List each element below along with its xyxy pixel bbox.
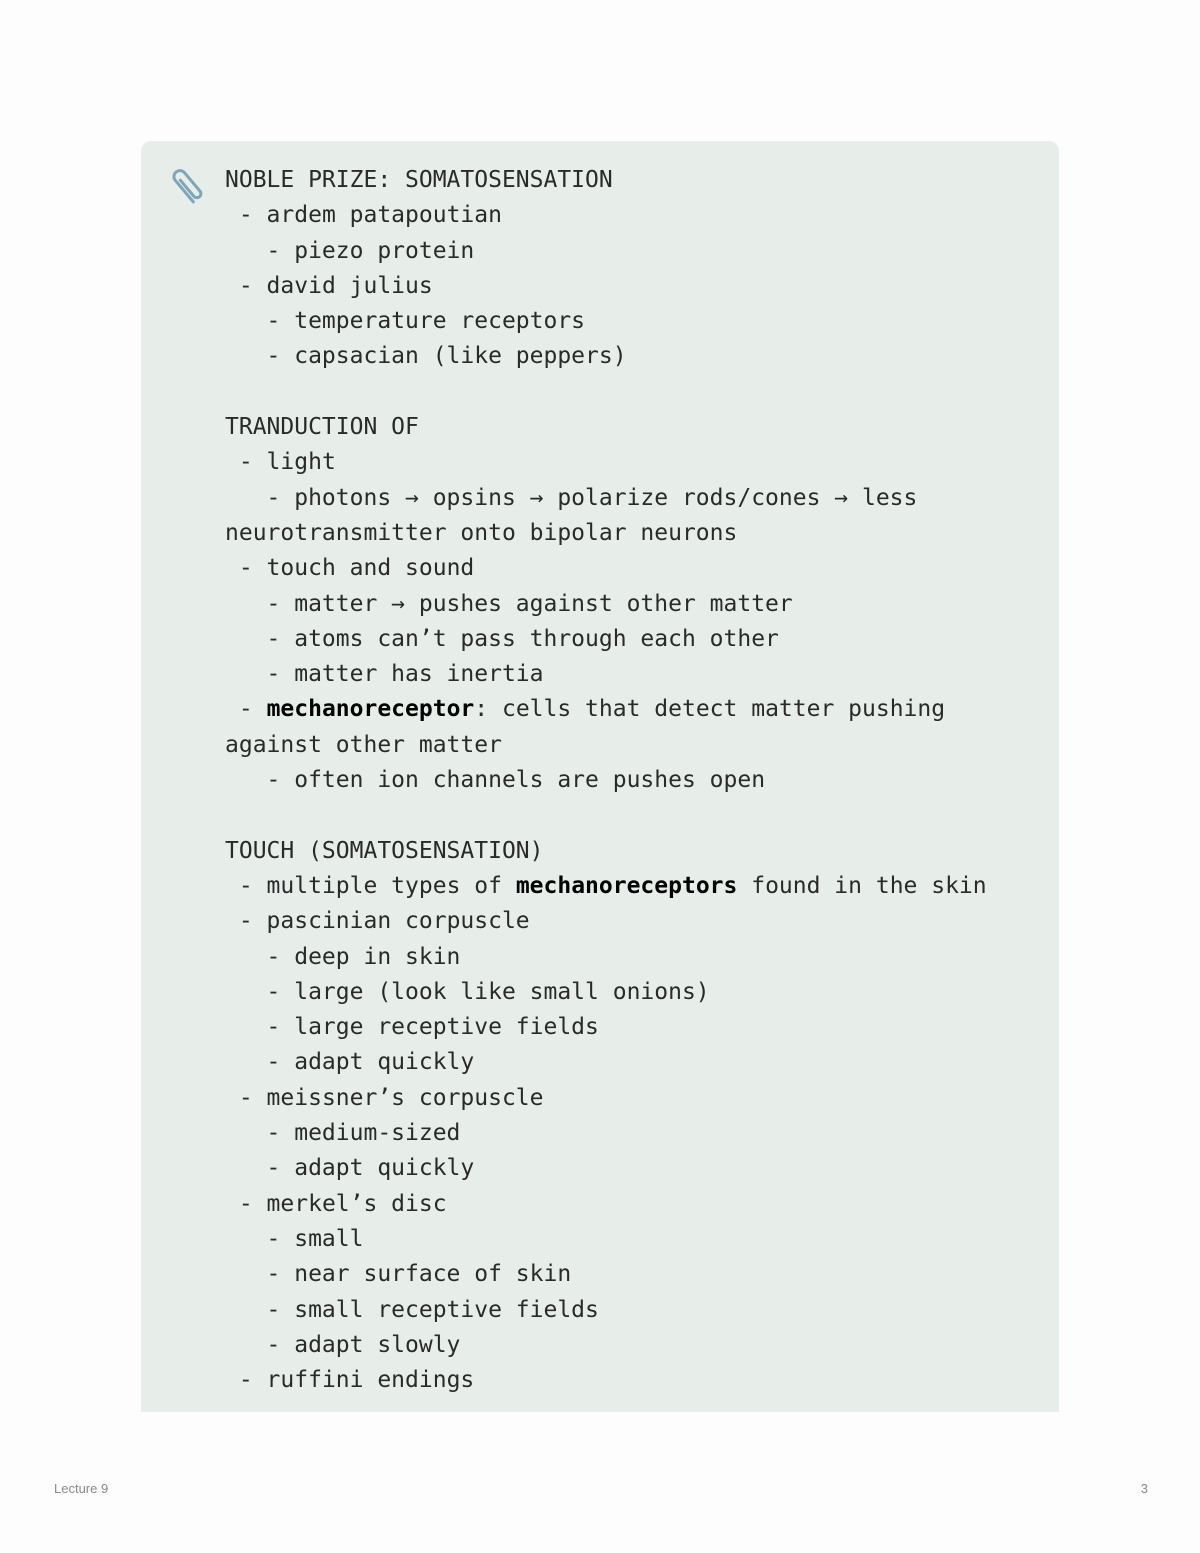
note-indent xyxy=(225,944,267,970)
note-indent xyxy=(225,238,267,264)
note-text: - temperature receptors xyxy=(266,308,586,335)
note-indent xyxy=(225,485,267,511)
note-text: found in the skin xyxy=(737,872,987,899)
note-line xyxy=(225,551,1045,586)
note-line xyxy=(225,375,1045,410)
note-text: - capsacian (like peppers) xyxy=(266,343,627,370)
note-text: - near surface of skin xyxy=(266,1261,572,1288)
callout-notes xyxy=(225,163,1045,1398)
note-text: NOBLE PRIZE: SOMATOSENSATION xyxy=(225,167,613,193)
note-line xyxy=(225,1151,1045,1186)
note-text: - photons → opsins → polarize rods/cones → less xyxy=(266,484,918,511)
note-text: - ruffini endings xyxy=(238,1367,475,1394)
note-text: - deep in skin xyxy=(266,943,461,970)
note-text: - large receptive fields xyxy=(266,1014,599,1041)
note-line xyxy=(225,1293,1045,1328)
note-text: - medium-sized xyxy=(266,1120,461,1147)
note-indent xyxy=(225,979,267,1005)
note-line xyxy=(225,728,1045,763)
note-text: - piezo protein xyxy=(266,237,475,264)
note-text: - multiple types of xyxy=(238,872,516,899)
note-text: - light xyxy=(238,449,336,476)
note-indent xyxy=(225,873,239,899)
note-text: - adapt slowly xyxy=(266,1331,461,1358)
note-text: - large (look like small onions) xyxy=(266,978,710,1005)
note-line xyxy=(225,1045,1045,1080)
note-line xyxy=(225,198,1045,233)
note-text: - matter → pushes against other matter xyxy=(266,590,793,617)
footer-page-number: 3 xyxy=(1140,1481,1148,1496)
note-text: - small xyxy=(266,1225,364,1252)
note-text: - pascinian corpuscle xyxy=(238,908,530,935)
note-indent xyxy=(225,1297,267,1323)
note-line xyxy=(225,1222,1045,1257)
note-indent xyxy=(225,1120,267,1146)
note-text: - atoms can’t pass through each other xyxy=(266,625,779,652)
note-line xyxy=(225,304,1045,339)
note-indent xyxy=(225,696,239,722)
note-indent xyxy=(225,449,239,475)
note-line xyxy=(225,516,1045,551)
note-line xyxy=(225,975,1045,1010)
note-line xyxy=(225,269,1045,304)
note-indent xyxy=(225,1085,239,1111)
note-indent xyxy=(225,908,239,934)
note-indent xyxy=(225,1226,267,1252)
note-indent xyxy=(225,202,239,228)
note-line xyxy=(225,1328,1045,1363)
note-term: mechanoreceptor xyxy=(266,696,475,723)
note-indent xyxy=(225,1014,267,1040)
note-text: : cells that detect matter pushing xyxy=(474,696,946,723)
note-line xyxy=(225,657,1045,692)
note-line xyxy=(225,904,1045,939)
note-line xyxy=(225,940,1045,975)
note-text: - adapt quickly xyxy=(266,1155,475,1182)
note-line xyxy=(225,763,1045,798)
note-indent xyxy=(225,308,267,334)
note-line xyxy=(225,692,1045,727)
note-text: - touch and sound xyxy=(238,555,475,582)
note-indent xyxy=(225,626,267,652)
note-indent xyxy=(225,555,239,581)
note-text: - matter has inertia xyxy=(266,661,544,688)
note-line xyxy=(225,1081,1045,1116)
note-indent xyxy=(225,1155,267,1181)
note-text: against other matter xyxy=(225,731,502,758)
note-indent xyxy=(225,1332,267,1358)
note-indent xyxy=(225,1261,267,1287)
footer-lecture-label: Lecture 9 xyxy=(54,1481,109,1496)
note-indent xyxy=(225,1367,239,1393)
note-text: neurotransmitter onto bipolar neurons xyxy=(225,519,738,546)
note-text: - david julius xyxy=(238,272,433,299)
note-line xyxy=(225,445,1045,480)
note-line xyxy=(225,587,1045,622)
note-text: - merkel’s disc xyxy=(238,1190,447,1217)
note-indent xyxy=(225,767,267,793)
note-indent xyxy=(225,1191,239,1217)
note-text: TRANDUCTION OF xyxy=(225,414,419,441)
note-line xyxy=(225,798,1045,833)
paperclip-icon xyxy=(164,162,210,208)
note-line xyxy=(225,1010,1045,1045)
note-text: - often ion channels are pushes open xyxy=(266,767,766,794)
note-line xyxy=(225,1257,1045,1292)
note-line xyxy=(225,622,1045,657)
note-line xyxy=(225,1187,1045,1222)
note-indent xyxy=(225,1049,267,1075)
note-text: - xyxy=(238,696,267,723)
note-text: - small receptive fields xyxy=(266,1296,599,1323)
note-line xyxy=(225,163,1045,198)
note-line xyxy=(225,339,1045,374)
note-line xyxy=(225,1363,1045,1398)
note-term: mechanoreceptors xyxy=(515,872,738,899)
note-line xyxy=(225,834,1045,869)
note-line xyxy=(225,410,1045,445)
note-indent xyxy=(225,273,239,299)
note-line xyxy=(225,869,1045,904)
note-line xyxy=(225,481,1045,516)
note-indent xyxy=(225,343,267,369)
note-text: TOUCH (SOMATOSENSATION) xyxy=(225,837,544,864)
note-text: - ardem patapoutian xyxy=(238,202,502,229)
note-text: - meissner’s corpuscle xyxy=(238,1084,544,1111)
note-indent xyxy=(225,591,267,617)
note-indent xyxy=(225,661,267,687)
note-line xyxy=(225,1116,1045,1151)
note-text: - adapt quickly xyxy=(266,1049,475,1076)
note-line xyxy=(225,234,1045,269)
